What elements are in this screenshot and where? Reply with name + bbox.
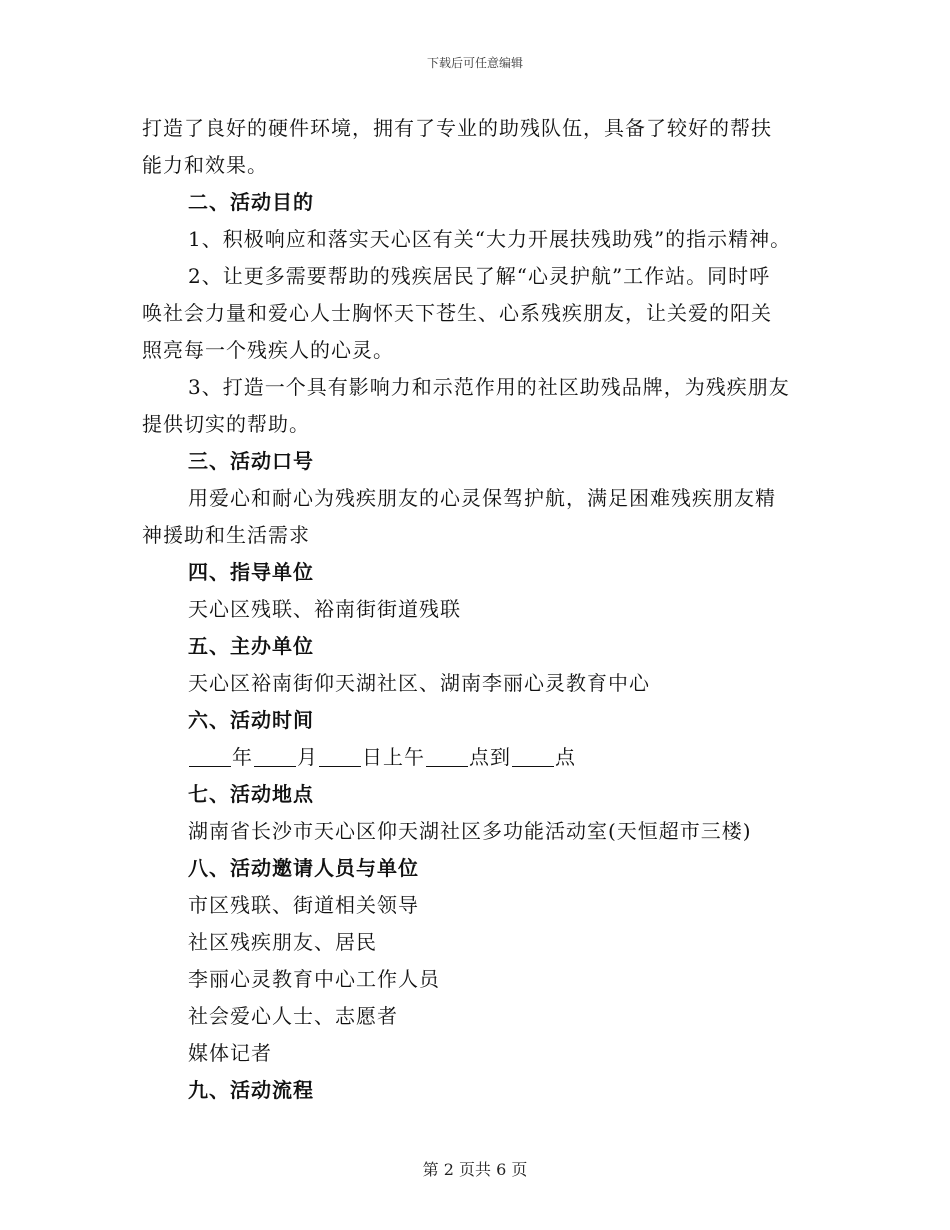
body-text-line: 天心区残联、裕南街街道残联 xyxy=(188,597,461,621)
section-heading: 二、活动目的 xyxy=(188,190,314,214)
section-heading: 六、活动时间 xyxy=(188,708,314,732)
body-text-line: 神援助和生活需求 xyxy=(142,523,310,547)
body-text-line: 唤社会力量和爱心人士胸怀天下苍生、心系残疾朋友，让关爱的阳关 xyxy=(142,301,772,325)
blank-underline[interactable] xyxy=(426,746,468,767)
activity-time-fill-line xyxy=(142,739,822,776)
page-header: 下载后可任意编辑 xyxy=(426,56,523,70)
time-unit-month: 月 xyxy=(297,745,318,769)
body-text-line: 市区残联、街道相关领导 xyxy=(188,893,419,917)
section-heading: 四、指导单位 xyxy=(188,560,314,584)
body-text-line: 媒体记者 xyxy=(188,1041,272,1065)
body-text-line: 用爱心和耐心为残疾朋友的心灵保驾护航，满足困难残疾朋友精 xyxy=(188,486,776,510)
body-text-line: 3、打造一个具有影响力和示范作用的社区助残品牌，为残疾朋友 xyxy=(188,375,790,399)
document-body xyxy=(142,110,822,1109)
body-text-line: 照亮每一个残疾人的心灵。 xyxy=(142,338,394,362)
page-footer: 第 2 页共 6 页 xyxy=(422,1160,528,1179)
time-unit-hour-from: 点到 xyxy=(469,745,511,769)
body-text-line: 李丽心灵教育中心工作人员 xyxy=(188,967,440,991)
time-unit-hour-to: 点 xyxy=(555,745,576,769)
body-text-line: 提供切实的帮助。 xyxy=(142,412,310,436)
section-heading: 三、活动口号 xyxy=(188,449,314,473)
blank-underline[interactable] xyxy=(254,746,296,767)
body-text-line: 天心区裕南街仰天湖社区、湖南李丽心灵教育中心 xyxy=(188,671,650,695)
time-unit-year: 年 xyxy=(232,745,253,769)
body-text-line: 打造了良好的硬件环境，拥有了专业的助残队伍，具备了较好的帮扶 xyxy=(142,116,772,140)
time-unit-day: 日上午 xyxy=(362,745,425,769)
section-heading: 七、活动地点 xyxy=(188,782,314,806)
body-text-line: 1、积极响应和落实天心区有关“大力开展扶残助残”的指示精神。 xyxy=(188,227,792,251)
blank-underline[interactable] xyxy=(189,746,231,767)
blank-underline[interactable] xyxy=(512,746,554,767)
body-text-line: 2、让更多需要帮助的残疾居民了解“心灵护航”工作站。同时呼 xyxy=(188,264,771,288)
section-heading: 八、活动邀请人员与单位 xyxy=(188,856,419,880)
blank-underline[interactable] xyxy=(319,746,361,767)
section-heading: 九、活动流程 xyxy=(188,1078,314,1102)
body-text-line: 社区残疾朋友、居民 xyxy=(188,930,377,954)
body-text-line: 能力和效果。 xyxy=(142,153,268,177)
body-text-line: 湖南省长沙市天心区仰天湖社区多功能活动室(天恒超市三楼) xyxy=(188,819,752,843)
body-text-line: 社会爱心人士、志愿者 xyxy=(188,1004,398,1028)
section-heading: 五、主办单位 xyxy=(188,634,314,658)
